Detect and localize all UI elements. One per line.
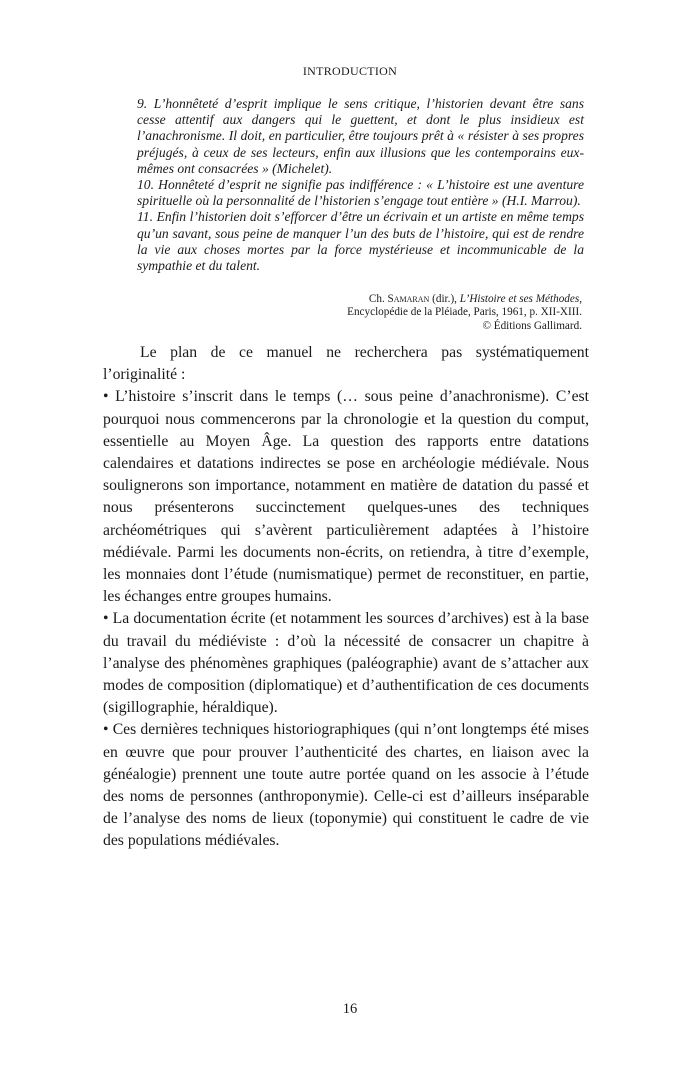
citation-publication: Encyclopédie de la Pléiade, Paris, 1961, p. XII-XIII. [347, 306, 582, 319]
citation-work-title: L’Histoire et ses Méthodes [459, 293, 580, 305]
quote-block [137, 96, 584, 274]
quote-item-11: 11. Enfin l’historien doit s’efforcer d’être un écrivain et un artiste en même temps qu’un savant, sous peine de manquer l’un des buts de l’histoire, qui est de rendre la vie aux choses mortes par la force mystérieuse et incommunicable de la sympathie et du talent. [137, 209, 584, 274]
page-number: 16 [342, 1001, 358, 1017]
body-bullet-historiography: • Ces dernières techniques historiographiques (qui n’ont longtemps été mises en œuvre que pour prouver l’authenticité des chartes, en liaison avec la généalogie) prennent une toute autre portée quand on les associe à l’étude des noms de personnes (anthroponymie). Celle-ci est d’ailleurs inséparable de l’analyse des noms de lieux (toponymie) qui constituent le cadre de vie des populations médiévales. [103, 721, 589, 850]
body-intro-paragraph: Le plan de ce manuel ne recherchera pas systématiquement l’originalité : [103, 344, 589, 384]
citation-editor-note: (dir.), [429, 293, 460, 305]
body-bullet-written-sources: • La documentation écrite (et notamment les sources d’archives) est à la base du travail du médiéviste : d’où la nécessité de consacrer un chapitre à l’analyse des phénomènes graphiques (paléographie) avant de s’attacher aux modes de composition (diplomatique) et d’authentification de ces documents (sigillographie, héraldique). [103, 610, 589, 717]
citation-punct: , [579, 293, 582, 305]
citation-author-name: Samaran [387, 293, 430, 305]
quote-item-9: 9. L’honnêteté d’esprit implique le sens critique, l’historien devant être sans cesse attentif aux dangers qui le guettent, et dont le plus insidieux est l’anachronisme. Il doit, en particulier, être toujours prêt à « résister à ses propres préjugés, à ceux de ses lecteurs, enfin aux illusions que les contemporains eux-mêmes ont consacrées » (Michelet). [137, 96, 584, 176]
citation-copyright: © Éditions Gallimard. [482, 319, 582, 332]
citation-line-1 [347, 293, 582, 306]
body-text [103, 342, 589, 853]
citation [347, 293, 582, 333]
citation-author-initial: Ch. [368, 293, 388, 305]
quote-item-10: 10. Honnêteté d’esprit ne signifie pas indifférence : « L’histoire est une aventure spirituelle où la personnalité de l’historien s’engage tout entière » (H.I. Marrou). [137, 177, 584, 209]
running-head: INTRODUCTION [302, 64, 398, 78]
body-bullet-chronology: • L’histoire s’inscrit dans le temps (… sous peine d’anachronisme). C’est pourquoi nous commencerons par la chronologie et la question du comput, essentielle au Moyen Âge. La question des rapports entre datations calendaires et datations indirectes se pose en archéologie médiévale. Nous soulignerons son importance, notamment en matière de datation du passé et nous présenterons succinctement quelques-unes des techniques archéométriques qui s’avèrent particulièrement adaptées à l’histoire médiévale. Parmi les documents non-écrits, on retiendra, à titre d’exemple, les monnaies dont l’étude (numismatique) permet de reconstituer, en partie, les échanges entre groupes humains. [103, 388, 589, 606]
